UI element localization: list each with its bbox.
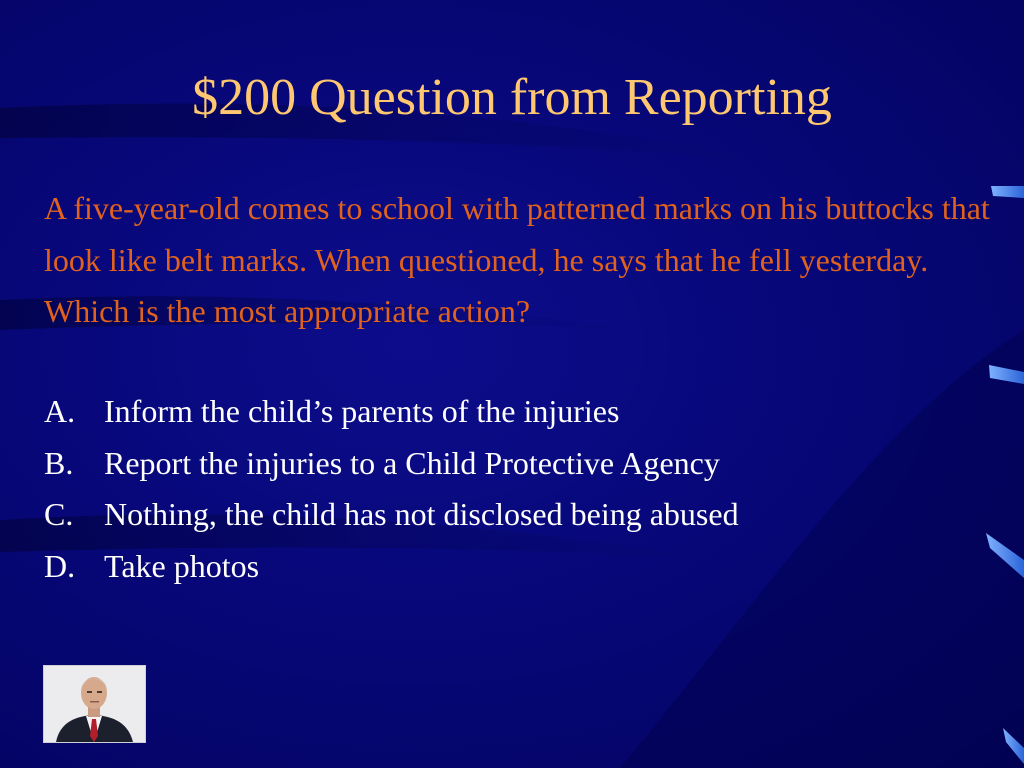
answer-letter: D. (44, 547, 76, 584)
question-text: A five-year-old comes to school with patterned marks on his buttocks that look like belt marks. When questioned, he says that he fell yesterday. Which is the most appropriate action? (44, 190, 990, 329)
answer-option-d (44, 541, 994, 593)
answer-text: Nothing, the child has not disclosed being abused (104, 496, 739, 532)
answer-option-c (44, 489, 994, 541)
host-photo-button[interactable] (43, 665, 146, 743)
answer-letter: B. (44, 444, 74, 481)
host-person-icon (44, 666, 145, 742)
answer-letter: C. (44, 496, 74, 532)
answer-text: Inform the child’s parents of the injuries (104, 393, 620, 429)
answer-text: Report the injuries to a Child Protective Agency (104, 444, 720, 481)
slide-title: $200 Question from Reporting (192, 69, 832, 126)
answer-list (44, 386, 994, 592)
answer-option-b (44, 438, 994, 490)
answer-letter: A. (44, 393, 76, 429)
answer-option-a (44, 386, 994, 438)
answer-text: Take photos (104, 547, 260, 584)
